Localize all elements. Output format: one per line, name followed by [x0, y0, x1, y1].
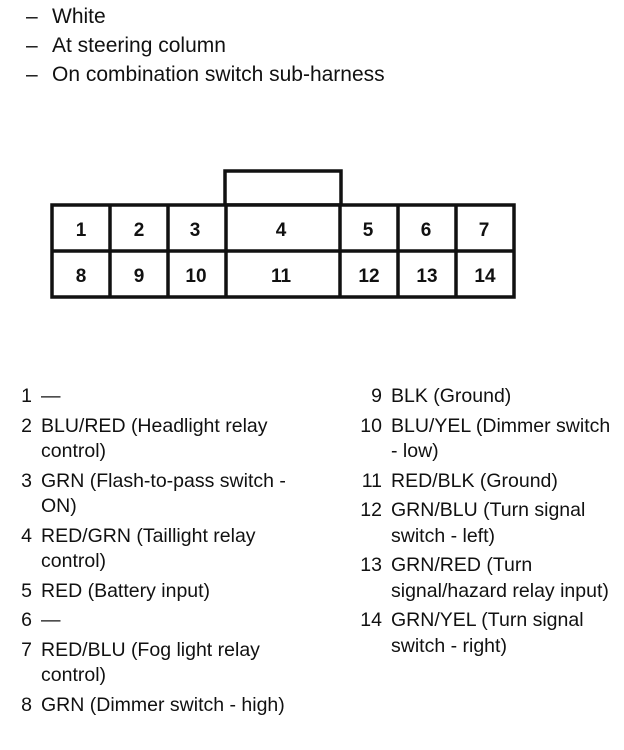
pin-description: BLU/RED (Headlight relay control)	[41, 414, 268, 462]
pin-description: RED/BLU (Fog light relay control)	[41, 638, 260, 686]
pin-number: 5	[21, 579, 32, 602]
pin-label-2: 2	[133, 220, 145, 241]
pin-description: GRN (Dimmer switch - high)	[41, 693, 285, 716]
pin-label-5: 5	[362, 220, 374, 241]
pin-label-6: 6	[420, 220, 432, 241]
pin-label-12: 12	[358, 266, 380, 287]
pin-description: GRN (Flash-to-pass switch - ON)	[41, 469, 286, 517]
connector-latch	[225, 171, 341, 205]
pin-label-14: 14	[474, 266, 496, 287]
pin-number: 14	[360, 609, 382, 631]
pin-entry-3	[8, 469, 308, 520]
pin-entry-1	[8, 384, 308, 410]
pin-entry-4	[8, 524, 308, 575]
header-text: At steering column	[52, 34, 226, 57]
pin-description: RED/BLK (Ground)	[391, 469, 558, 492]
pin-entry-6	[8, 608, 308, 634]
pin-entry-9	[355, 384, 617, 410]
pin-entry-2	[8, 414, 308, 465]
pin-number: 8	[21, 693, 32, 716]
header-dash: –	[26, 63, 38, 86]
pin-number: 9	[371, 385, 382, 407]
pin-description: BLK (Ground)	[391, 385, 512, 407]
pin-label-1: 1	[75, 220, 87, 241]
pin-label-10: 10	[185, 266, 207, 287]
connector-diagram	[0, 0, 624, 330]
pin-label-13: 13	[416, 266, 438, 287]
pin-entry-13	[355, 553, 617, 604]
pin-number: 12	[360, 499, 382, 521]
pin-number: 11	[361, 469, 382, 492]
pin-label-8: 8	[75, 266, 87, 287]
pin-entry-7	[8, 638, 308, 689]
header-text: On combination switch sub-harness	[52, 63, 385, 86]
pin-list-right	[355, 384, 617, 663]
pin-number: 1	[21, 385, 32, 407]
pin-description: BLU/YEL (Dimmer switch - low)	[391, 414, 611, 462]
pin-number: 7	[21, 638, 32, 661]
pin-label-7: 7	[478, 220, 490, 241]
pin-number: 13	[360, 554, 382, 576]
pin-description: —	[41, 385, 61, 407]
pin-label-11: 11	[270, 266, 292, 287]
pin-description: RED/GRN (Taillight relay control)	[41, 524, 256, 572]
pin-number: 3	[21, 469, 32, 492]
pin-number: 2	[21, 414, 32, 437]
pin-entry-8	[8, 693, 308, 719]
pin-description: GRN/BLU (Turn signal switch - left)	[391, 499, 586, 547]
pin-entry-14	[355, 608, 617, 659]
header-text: White	[52, 5, 106, 28]
pin-description: —	[41, 609, 61, 631]
pin-label-3: 3	[189, 220, 201, 241]
pin-label-9: 9	[133, 266, 145, 287]
header-dash: –	[26, 34, 38, 57]
pin-list-left	[8, 384, 308, 722]
pin-description: GRN/YEL (Turn signal switch - right)	[391, 609, 584, 657]
pin-entry-5	[8, 579, 308, 605]
pin-entry-11	[355, 469, 617, 495]
header-dash: –	[26, 5, 38, 28]
pin-number: 6	[21, 609, 32, 631]
pin-entry-10	[355, 414, 617, 465]
pin-number: 4	[21, 524, 32, 547]
pin-label-4: 4	[275, 220, 287, 241]
pin-description: RED (Battery input)	[41, 579, 211, 602]
pin-description: GRN/RED (Turn signal/hazard relay input)	[391, 554, 609, 602]
pin-entry-12	[355, 498, 617, 549]
pin-number: 10	[360, 414, 382, 437]
